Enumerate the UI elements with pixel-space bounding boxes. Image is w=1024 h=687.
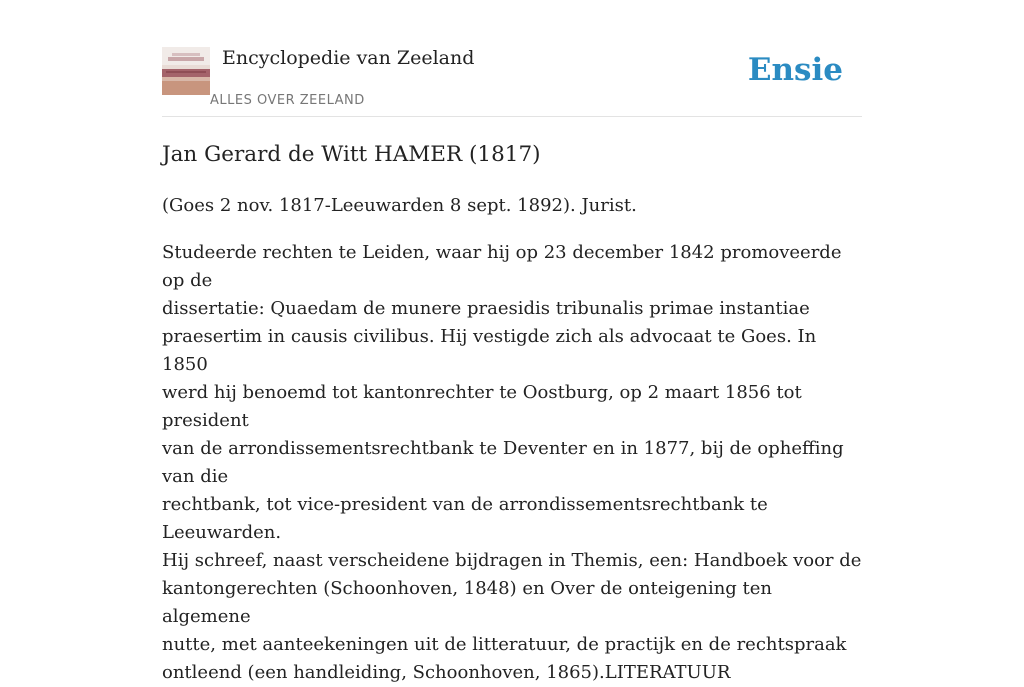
- article-title: Jan Gerard de Witt HAMER (1817): [162, 142, 541, 167]
- site-header: [162, 44, 862, 117]
- site-title-link[interactable]: Encyclopedie van Zeeland: [222, 47, 475, 69]
- site-logo-image: [162, 47, 210, 95]
- article-content: [162, 140, 866, 687]
- body-line: Hij schreef, naast verscheidene bijdragen in Themis, een: Handboek voor de: [162, 550, 862, 571]
- body-line: Studeerde rechten te Leiden, waar hij op 23 december 1842 promoveerde op de: [162, 242, 842, 291]
- body-line: ontleend (een handleiding, Schoonhoven, 1865).LITERATUUR: [162, 662, 731, 683]
- article-body: [162, 239, 866, 687]
- body-line: dissertatie: Quaedam de munere praesidis tribunalis primae instantiae: [162, 298, 810, 319]
- body-line: rechtbank, tot vice-president van de arrondissementsrechtbank te Leeuwarden.: [162, 494, 768, 543]
- body-line: nutte, met aanteekeningen uit de litteratuur, de practijk en de rechtspraak: [162, 634, 847, 655]
- brand-logo-link[interactable]: Ensie: [747, 52, 843, 88]
- body-line: van de arrondissementsrechtbank te Deventer en in 1877, bij de opheffing van die: [162, 438, 844, 487]
- body-line: praesertim in causis civilibus. Hij vestigde zich als advocaat te Goes. In 1850: [162, 326, 817, 375]
- site-logo-avatar[interactable]: [162, 47, 210, 95]
- article-intro: (Goes 2 nov. 1817-Leeuwarden 8 sept. 1892). Jurist.: [162, 195, 637, 216]
- site-subtitle: ALLES OVER ZEELAND: [210, 93, 365, 108]
- body-line: werd hij benoemd tot kantonrechter te Oostburg, op 2 maart 1856 tot president: [162, 382, 802, 431]
- body-line: kantongerechten (Schoonhoven, 1848) en Over de onteigening ten algemene: [162, 578, 773, 627]
